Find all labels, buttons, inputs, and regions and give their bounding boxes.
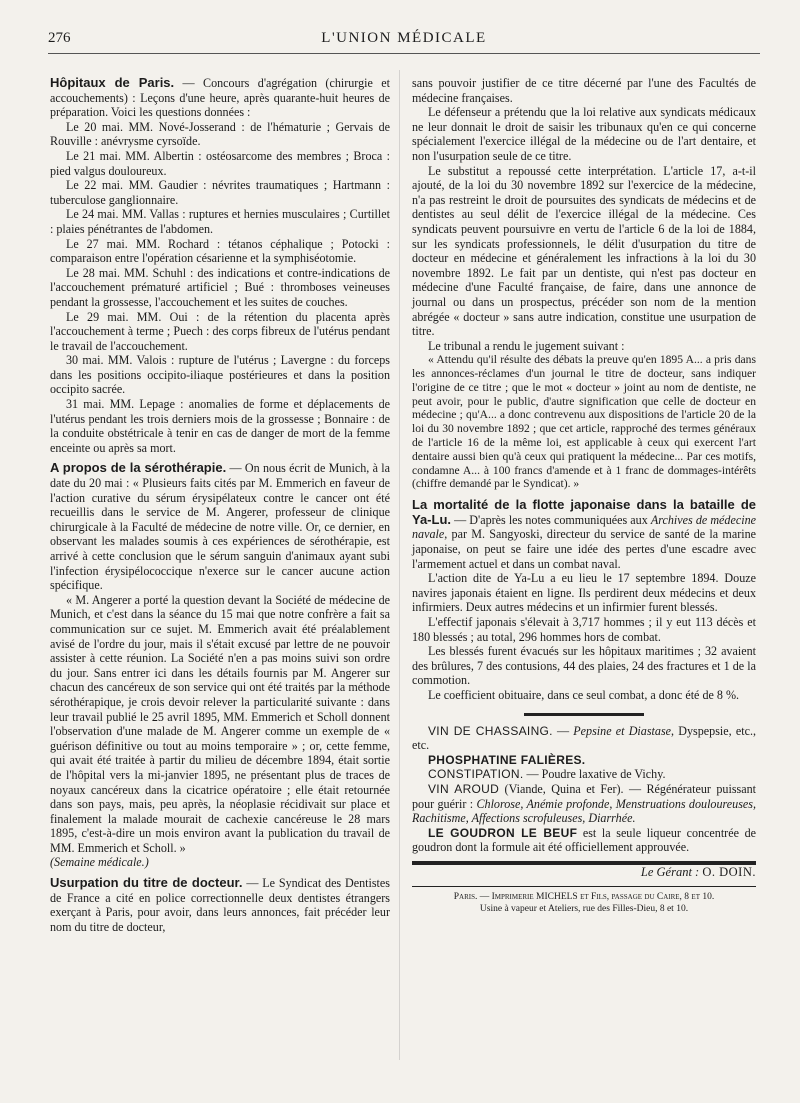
article-paragraph: « M. Angerer a porté la question devant la Société de médecine de Munich, et c'est dans la séance du 15 mai que notre confrère a fait sa communication sur ce sujet. M. Emmerich avait été préalablement avisé de l'ordre du jour, mais il s'était excusé par lettre de ne pouvoir assister à cette réunion. La Société n'en a pas moins suivi son ordre du jour. Sans entrer ici dans les détails fournis par M. Angerer sur chacun des cancéreux de son service qui ont été traités par la méthode sérothérapique, je crois devoir relever la particularité suivante : dans leur travail publié le 25 avril 1895, MM. Emmerich et Scholl donnent l'observation d'une malade de M. Angerer comme un exemple de « guérison définitive ou tout au moins temporaire » ; or, cette femme, qui avait été traitée à partir du milieu de décembre 1894, était sortie de l'hôpital vers la mi-janvier 1895, ne présentant plus de traces de noyaux cancéreux dans la cicatrice opératoire ; elle était retournée dans son pays, mais, peu après, la néoplasie récidivait sur place et finalement la malade mourait de cachexie cancéreuse le 28 mars 1895, c'est-à-dire un mois environ avant la publication du travail de MM. Emmerich et Scholl. »: [50, 592, 390, 855]
advertisements: [412, 724, 756, 855]
gerant-signature: Le Gérant : O. DOIN.: [640, 864, 756, 879]
article-title-serotherapie: A propos de la sérothérapie.: [50, 460, 227, 476]
article-paragraph: L'effectif japonais s'élevait à 3,717 hommes ; il y eut 113 décès et 180 blessés ; au total, 296 hommes hors de combat.: [412, 615, 756, 644]
column-divider: [399, 70, 400, 1060]
ad-vin-aroud: VIN AROUD (Viande, Quina et Fer). — Régénérateur puissant pour guérir : Chlorose, Anémie profonde, Menstruations douloureuses, Rachitisme, Affections scrofuleuses, Diarrhée.: [412, 781, 757, 826]
section-rule: [524, 713, 644, 716]
imprint-rule: [412, 886, 756, 887]
exam-question: Le 21 mai. MM. Albertin : ostéosarcome des membres ; Broca : pied valgus douloureux.: [50, 148, 390, 178]
running-title: L'UNION MÉDICALE: [321, 30, 487, 46]
printer-imprint: Paris. — Imprimerie MICHELS et Fils, passage du Caire, 8 et 10. Usine à vapeur et Ateliers, rue des Filles-Dieu, 8 et 10.: [453, 891, 715, 914]
article-text: — On nous écrit de Munich, à la date du 20 mai : « Plusieurs faits cités par M. Emmerich en faveur de l'action curative du sérum érysipélateux contre le cancer ont été recueillis dans le service de M. Angerer, professeur de clinique chirurgicale à la Faculté de médecine de notre ville. Or, ce dernier, en observant les malades soumis à ces expériences de sérothérapie, est arrivé à cette conclusion que le sérum sanguin d'animaux ayant subi l'infection érysipélococcique n'exerce sur le cancer aucune action spécifique.: [50, 461, 390, 593]
exam-question: Le 20 mai. MM. Nové-Josserand : de l'hématurie ; Gervais de Rouville : anévrysme cyrsoïde.: [50, 119, 390, 149]
article-title-mortalite: La mortalité de la flotte japonaise dans la bataille de Ya-Lu.: [412, 497, 756, 527]
article-paragraph: Les blessés furent évacués sur les hôpitaux maritimes ; 32 avaient des brûlures, 7 des contusions, 44 des plaies, 24 des fractures et 1 de la commotion.: [412, 644, 756, 688]
ad-phosphatine: PHOSPHATINE FALIÈRES.: [428, 752, 586, 767]
judgment-quote: « Attendu qu'il résulte des débats la preuve qu'en 1895 A... a pris dans les annonces-réclames d'un journal le titre de docteur, sans indiquer l'origine de ce titre ; que le mot « docteur » joint au nom de dentiste, ne peut avoir, pour le public, d'autre signification que celle de docteur en médecine ; qu'A... a donc contrevenu aux dispositions de l'article 20 de la loi du 30 novembre 1892 ; que cet article, rapproché des termes généraux de l'article 16 de la même loi, est applicable à ceux qui exercent l'art dentaire aussi bien qu'à ceux qui pratiquent la médecine... Par ces motifs, condamne A... à 100 francs d'amende et à 1 franc de dommages-intérêts (chiffre demandé par le Syndicat). »: [412, 353, 756, 491]
exam-question: Le 22 mai. MM. Gaudier : névrites traumatiques ; Hartmann : tuberculose ganglionnaire.: [50, 178, 390, 207]
right-column: sans pouvoir justifier de ce titre décerné par l'une des Facultés de médecine françaises. Le défenseur a prétendu que la loi relative aux syndicats médicaux ne leur donnait le droit de saisir les tribunaux qu'en ce qui concerne spécialement l'exercice illégal de la médecine ou de l'art dentaire, et non l'usurpation seule de ce titre. Le substitut a repoussé cette interprétation. L'article 17, a-t-il ajouté, de la loi du 30 novembre 1892 sur l'exercice de la médecine, n'a pas restreint le droit de poursuites des syndicats de médecins et de dentistes au seul délit de l'exercice illégal de la médecine. Ces syndicats peuvent poursuivre en vertu de l'article 6 de la loi de 1884, sur les syndicats professionnels, le délit d'usurpation du titre de docteur en médecine et généralement les infractions à la loi du 30 novembre 1892. Le fait par un dentiste, qui n'est pas docteur en médecine d'une Faculté française, de faire, dans une annonce de journal ou dans un prospectus, précéder son nom de la mention abrégée « docteur » sans autre indication, constitue une usurpation de titre. Le tribunal a rendu le jugement suivant : « Attendu qu'il résulte des débats la preuve qu'en 1895 A... a pris dans les annonces-réclames d'un journal le titre de docteur, sans indiquer l'origine de ce titre ; que le mot « docteur » joint au nom de dentiste, ne peut avoir, pour le public, d'autre signification que celle de docteur en médecine ; qu'A... a donc contrevenu aux dispositions de l'article 20 de la loi du 30 novembre 1892 ; que cet article, rapproché des termes généraux de l'article 16 de la même loi, est applicable à ceux qui exercent l'art dentaire aussi bien qu'à ceux qui pratiquent la médecine... Par ces motifs, condamne A... à 100 francs d'amende et à 1 franc de dommages-intérêts (chiffre demandé par le Syndicat). » La mortalité de la flotte japonaise dans la bataille de Ya-Lu. — D'après les notes communiquées aux Archives de médecine navale, par M. Sangyoski, directeur du service de santé de la marine japonaise, on peut se faire une idée des pertes d'une escadre avec l'armement actuel et dans un combat naval. L'action dite de Ya-Lu a eu lieu le 17 septembre 1894. Douze navires japonais étaient en ligne. Ils perdirent deux médecins et deux infirmiers. Deux autres médecins et un infirmier furent blessés. L'effectif japonais s'élevait à 3,717 hommes ; il y eut 113 décès et 180 blessés ; au total, 296 hommes hors de combat. Les blessés furent évacués sur les hôpitaux maritimes ; 32 avaient des brûlures, 7 des contusions, 44 des plaies, 24 des fractures et 1 de la commotion. Le coefficient obituaire, dans ce seul combat, a donc été de 8 %. VIN DE CHASSAING. — Pepsine et Diastase, Dyspepsie, etc., etc. PHOSPHATINE FALIÈRES. CONSTIPATION. — Poudre laxative de Vichy. VIN AROUD (Viande, Quina et Fer). — Régénérateur puissant pour guérir : Chlorose, Anémie profonde, Menstruations douloureuses, Rachitisme, Affections scrofuleuses, Diarrhée. LE GOUDRON LE BEUF est la seule liqueur concentrée de goudron dont la formule ait été officiellement approuvée. Le Gérant : O. DOIN. Paris. — Imprimerie MICHELS et Fils, passage du Caire, 8 et 10. Usine à vapeur et Ateliers, rue des Filles-Dieu, 8 et 10.: [412, 76, 757, 914]
left-column: [50, 76, 390, 934]
article-paragraph: Le coefficient obituaire, dans ce seul combat, a donc été de 8 %.: [428, 687, 740, 702]
article-title-hopitaux: Hôpitaux de Paris.: [50, 75, 175, 90]
article-intro: — Concours d'agrégation (chirurgie et accouchements) : Leçons d'une heure, après quarante-huit heures de préparation. Voici les questions données :: [50, 76, 390, 120]
ad-goudron: LE GOUDRON LE BEUF est la seule liqueur concentrée de goudron dont la formule ait été officiellement approuvée.: [412, 825, 756, 855]
exam-question: Le 27 mai. MM. Rochard : tétanos céphalique ; Potocki : comparaison entre l'opération césarienne et la symphiséotomie.: [50, 236, 390, 266]
ad-constipation: CONSTIPATION. — Poudre laxative de Vichy.: [428, 767, 666, 782]
exam-question: 30 mai. MM. Valois : rupture de l'utérus ; Lavergne : du forceps dans les positions occipito-iliaque postérieures et dans la position occipito sacrée.: [50, 353, 390, 397]
exam-question: 31 mai. MM. Lepage : anomalies de forme et déplacements de l'utérus pendant les trois derniers mois de la grossesse ; Bonnaire : de la conduite obstétricale à tenir en cas de danger de mort de la femme enceinte ou après sa mort.: [50, 397, 390, 455]
exam-question-list: [50, 120, 390, 456]
page-header: [48, 30, 760, 54]
article-source: (Semaine médicale.): [50, 855, 149, 870]
page-number: 276: [48, 30, 71, 46]
exam-question: Le 24 mai. MM. Vallas : ruptures et hernies musculaires ; Curtillet : plaies pénétrantes de l'abdomen.: [50, 207, 390, 236]
exam-question: Le 28 mai. MM. Schuhl : des indications et contre-indications de l'accouchement prématuré artificiel ; Bué : thromboses veineuses pendant la grossesse, l'accouchement et les suites de couches.: [50, 265, 390, 309]
article-paragraph: Le défenseur a prétendu que la loi relative aux syndicats médicaux ne leur donnait le droit de saisir les tribunaux qu'en ce qui concerne spécialement l'exercice illégal de la médecine ou de l'art dentaire, et non l'usurpation seule de ce titre.: [412, 105, 756, 163]
ad-vin-chassaing: VIN DE CHASSAING. — Pepsine et Diastase, Dyspepsie, etc., etc.: [412, 723, 756, 753]
exam-question: Le 29 mai. MM. Oui : de la rétention du placenta après l'accouchement à terme ; Puech : des corps fibreux de l'utérus pendant le travail de l'accouchement.: [50, 309, 390, 353]
article-paragraph: L'action dite de Ya-Lu a eu lieu le 17 septembre 1894. Douze navires japonais étaient en ligne. Ils perdirent deux médecins et deux infirmiers. Deux autres médecins et un infirmier furent blessés.: [412, 571, 756, 615]
article-paragraph: Le tribunal a rendu le jugement suivant :: [428, 338, 625, 353]
article-paragraph: sans pouvoir justifier de ce titre décerné par l'une des Facultés de médecine françaises.: [412, 76, 756, 105]
article-title-usurpation: Usurpation du titre de docteur.: [50, 875, 243, 891]
article-paragraph: Le substitut a repoussé cette interprétation. L'article 17, a-t-il ajouté, de la loi du 30 novembre 1892 sur l'exercice de la médecine, n'a pas restreint le droit de poursuites des syndicats de médecins et de dentistes au seul délit de l'exercice illégal de la médecine. Ces syndicats peuvent poursuivre en vertu de l'article 6 de la loi de 1884, sur les syndicats professionnels, le délit d'usurpation du titre de docteur en médecine et généralement les infractions à la loi du 30 novembre 1892. Le fait par un dentiste, qui n'est pas docteur en médecine d'une Faculté française, de faire, dans une annonce de journal ou dans un prospectus, précéder son nom de la mention abrégée « docteur » sans autre indication, constitue une usurpation de titre.: [412, 163, 756, 339]
journal-title: Archives de médecine navale: [412, 512, 756, 542]
article-text: — Le Syndicat des Dentistes de France a cité en police correctionnelle deux dentistes étrangers exerçant à Paris, pour avoir, dans leurs annonces, fait précéder leur nom du titre de docteur,: [50, 876, 390, 934]
